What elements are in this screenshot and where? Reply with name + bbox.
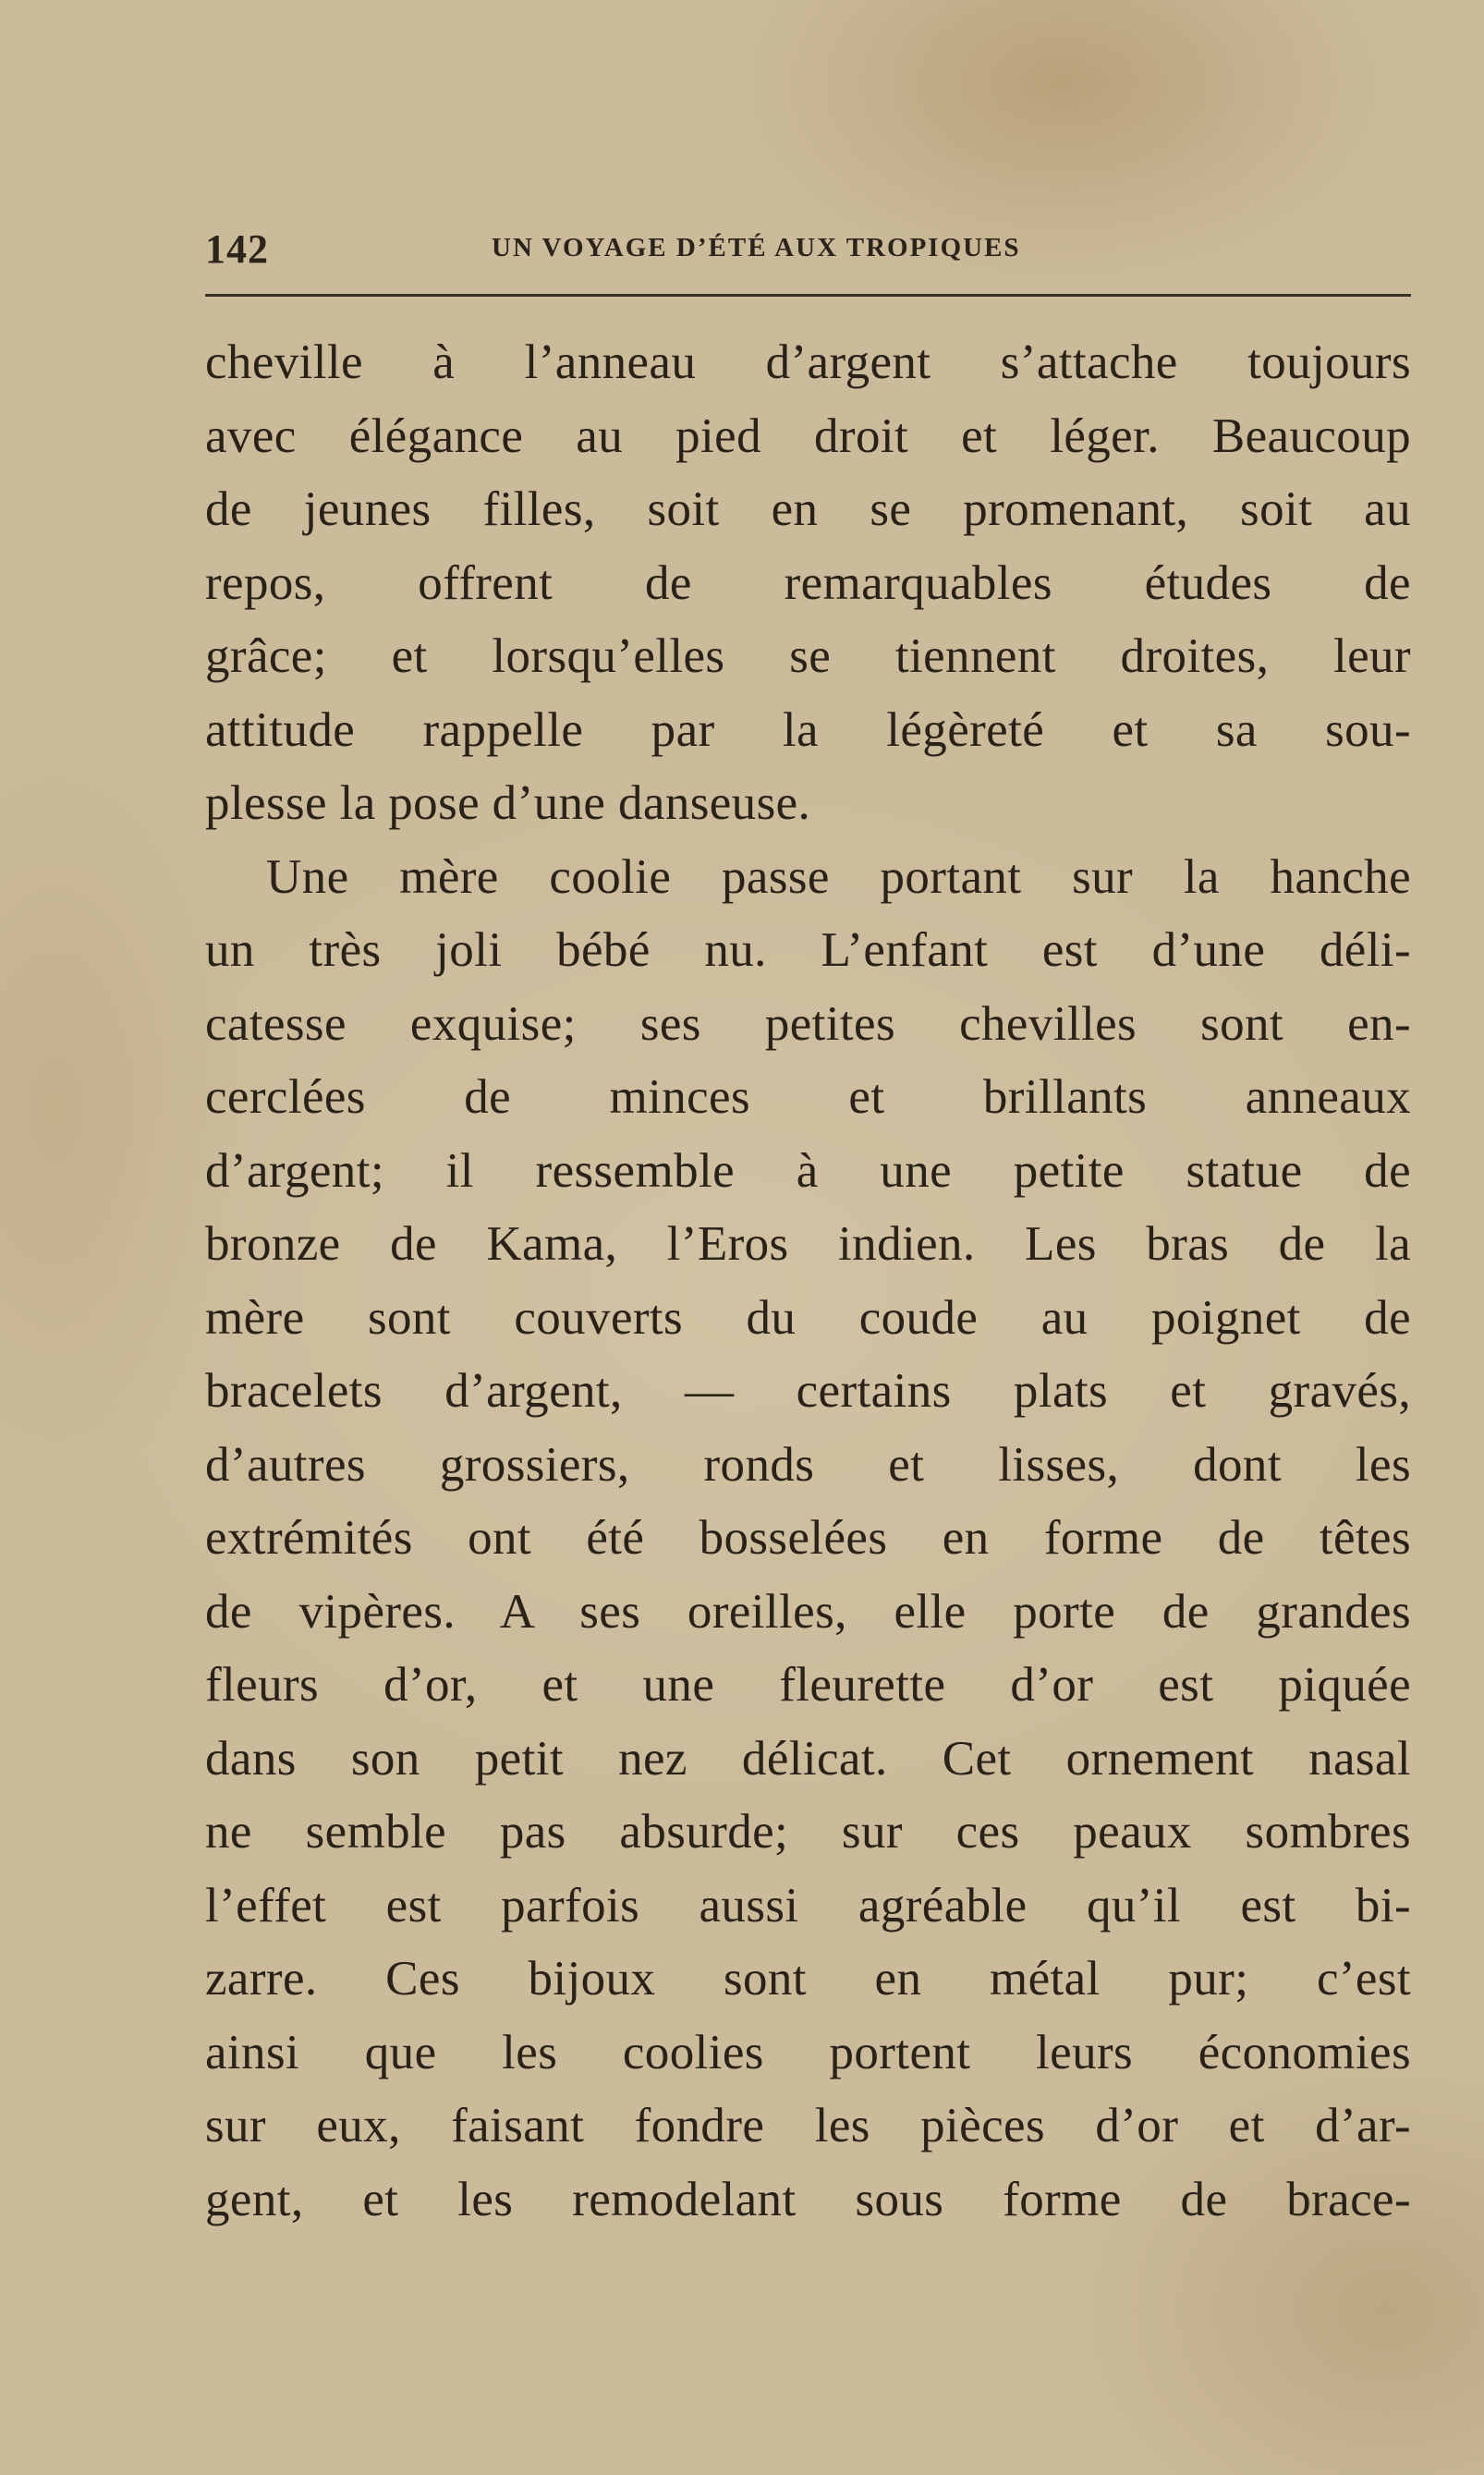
text-line: l’effet est parfois aussi agréable qu’il est bi- — [205, 1878, 1411, 1932]
text-line: cerclées de minces et brillants anneaux — [205, 1070, 1411, 1124]
text-line: grâce; et lorsqu’elles se tiennent droites, leur — [205, 629, 1411, 683]
text-line: attitude rappelle par la légèreté et sa sou- — [205, 702, 1411, 757]
text-line: cheville à l’anneau d’argent s’attache toujours — [205, 335, 1411, 389]
text-line: gent, et les remodelant sous forme de brace- — [205, 2172, 1411, 2226]
text-line: d’autres grossiers, ronds et lisses, dont les — [205, 1437, 1411, 1492]
text-line: mère sont couverts du coude au poignet de — [205, 1290, 1411, 1345]
paragraph-2 — [205, 841, 1411, 2237]
text-line: dans son petit nez délicat. Cet ornement nasal — [205, 1731, 1411, 1786]
text-line: plesse la pose d’une danseuse. — [205, 776, 811, 830]
text-line: zarre. Ces bijoux sont en métal pur; c’est — [205, 1952, 1411, 2006]
text-line: sur eux, faisant fondre les pièces d’or et d’ar- — [205, 2099, 1411, 2152]
text-line: catesse exquise; ses petites chevilles sont en- — [205, 996, 1411, 1051]
text-line: de jeunes filles, soit en se promenant, soit au — [205, 482, 1411, 536]
text-line: d’argent; il ressemble à une petite statue de — [205, 1143, 1411, 1198]
text-line: ainsi que les coolies portent leurs économies — [205, 2025, 1411, 2079]
page-number: 142 — [205, 226, 269, 272]
text-line: de vipères. A ses oreilles, elle porte de grandes — [205, 1584, 1411, 1639]
text-line: bracelets d’argent, — certains plats et gravés, — [205, 1364, 1411, 1418]
text-line: un très joli bébé nu. L’enfant est d’une déli- — [205, 923, 1411, 977]
text-line: extrémités ont été bosselées en forme de têtes — [205, 1511, 1411, 1565]
paragraph-1 — [205, 326, 1411, 841]
text-line: ne semble pas absurde; sur ces peaux sombres — [205, 1805, 1411, 1859]
body-text — [205, 326, 1411, 2237]
header-rule — [205, 294, 1411, 297]
text-line: bronze de Kama, l’Eros indien. Les bras de la — [205, 1217, 1411, 1271]
running-title: UN VOYAGE D’ÉTÉ AUX TROPIQUES — [492, 233, 1021, 262]
running-head — [205, 226, 1411, 272]
text-line: repos, offrent de remarquables études de — [205, 555, 1411, 610]
text-line: avec élégance au pied droit et léger. Beaucoup — [205, 408, 1411, 463]
text-line: fleurs d’or, et une fleurette d’or est piquée — [205, 1658, 1411, 1712]
text-line: Une mère coolie passe portant sur la hanche — [266, 849, 1411, 904]
